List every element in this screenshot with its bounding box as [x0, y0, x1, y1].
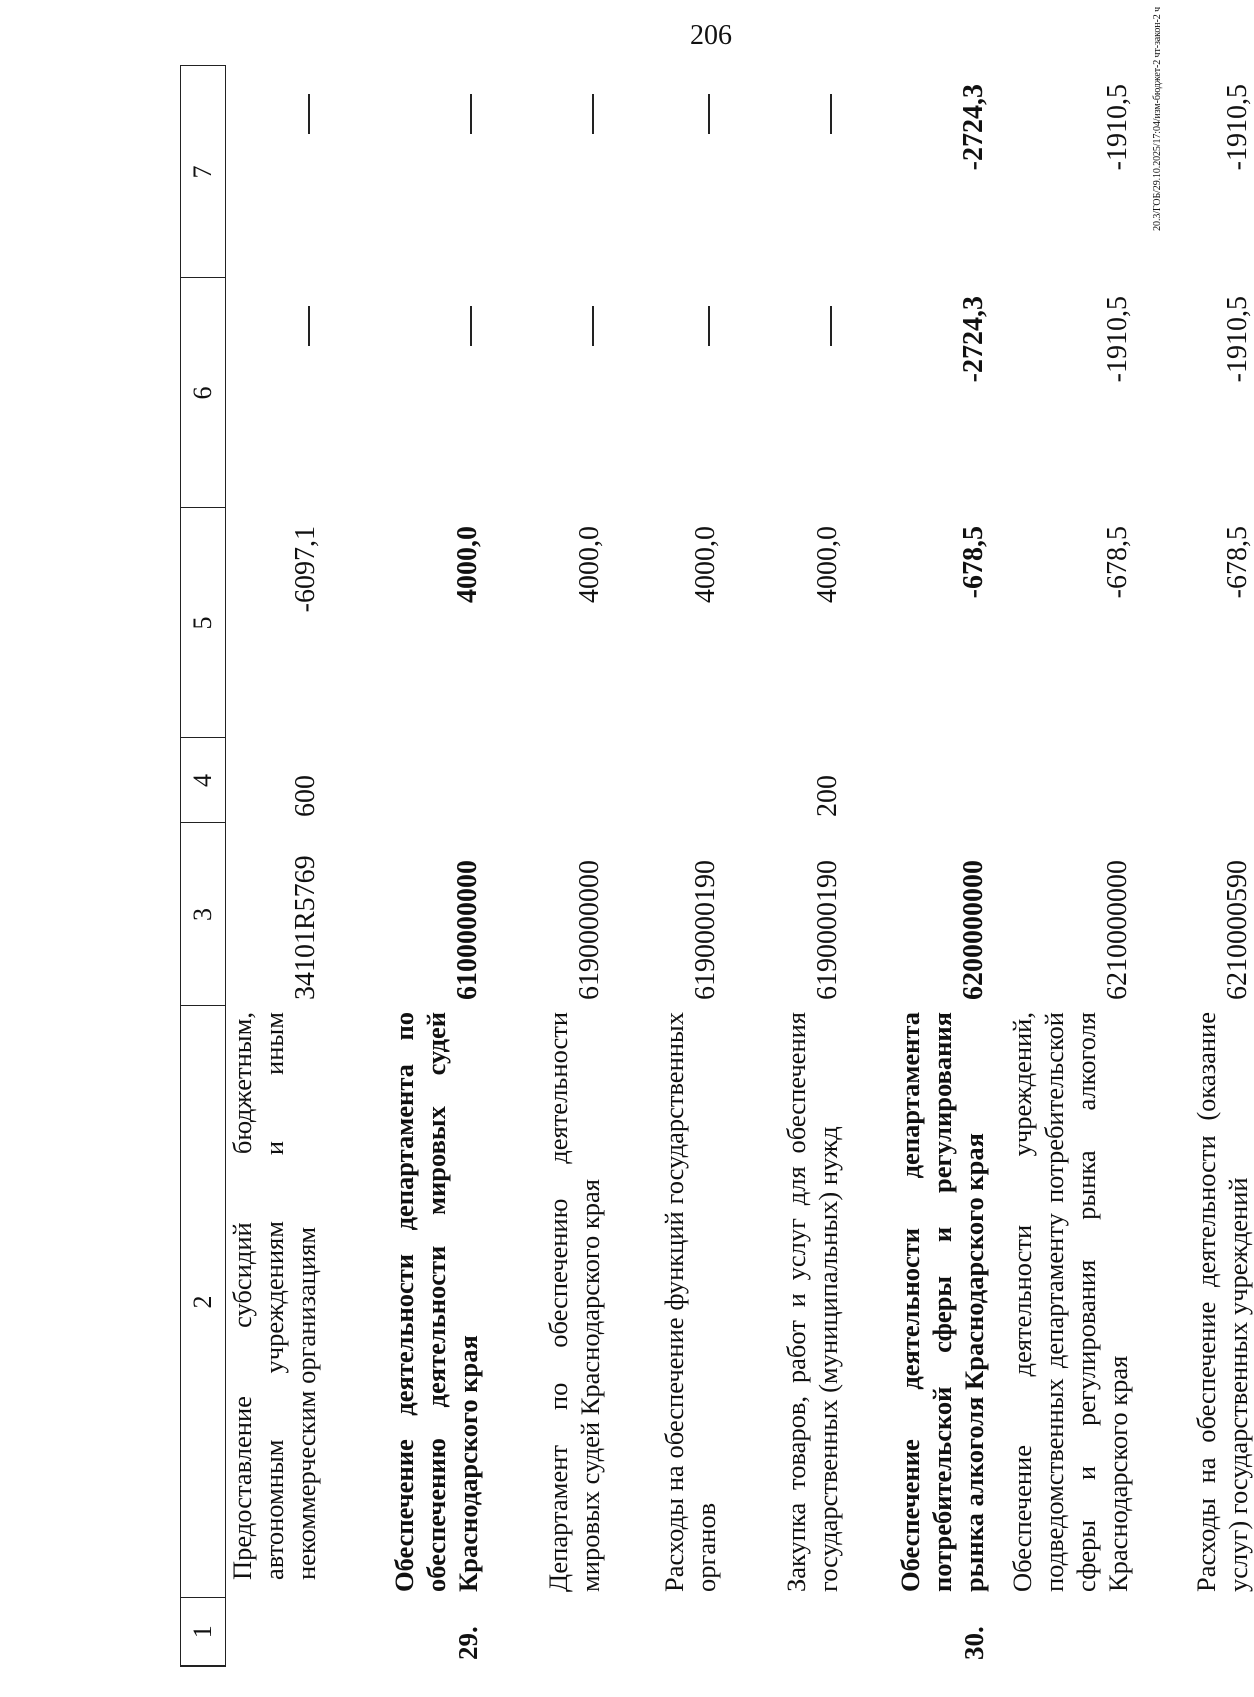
- row-col7: [322, 66, 484, 278]
- header-row: [181, 66, 226, 1666]
- row-col5: 4000,0: [690, 526, 721, 603]
- row-col5: 4000,0: [812, 526, 843, 603]
- page-number: 206: [690, 20, 732, 51]
- row-col7: -2724,3: [958, 84, 989, 171]
- row-code: 6190000000: [574, 860, 605, 1000]
- footer-document-code: 20.3/ГОБ/29.10.2025/17:04/изм-бюджет-2 чт-закон-2 ч: [1152, 7, 1163, 231]
- row-code: 6190000190: [812, 860, 843, 1000]
- row-code: 6210000000: [1102, 860, 1133, 1000]
- row-number: [226, 1598, 323, 1666]
- row-description: Расходы на обеспечение функций государственных органов: [659, 1012, 721, 1592]
- header-cell: 4: [181, 738, 226, 823]
- dash-mark: [308, 94, 310, 134]
- row-col6: [484, 278, 606, 508]
- header-cell: 5: [181, 508, 226, 738]
- table-row: [226, 66, 323, 1666]
- row-col7: [484, 66, 606, 278]
- dash-mark: [708, 94, 710, 134]
- row-col5: 4000,0: [574, 526, 605, 603]
- row-col6: -1910,5: [1102, 296, 1133, 383]
- row-vr: [606, 738, 722, 823]
- row-vr: [1134, 738, 1254, 823]
- row-vr: 200: [812, 775, 843, 817]
- table-row: [484, 66, 606, 1666]
- row-col7: [226, 66, 323, 278]
- row-vr: [844, 738, 990, 823]
- row-col6: [322, 278, 484, 508]
- row-col7: -1910,5: [1102, 84, 1133, 171]
- row-number: [1134, 1598, 1254, 1666]
- row-description: Обеспечение деятельности департамента по обеспечению деятельности мировых судей Краснодарского края: [389, 1012, 483, 1592]
- row-description: Обеспечение деятельности департамента потребительской сферы и регулирования рынка алкоголя Краснодарского края: [895, 1012, 989, 1592]
- row-col6: -2724,3: [958, 296, 989, 383]
- row-code: 6100000000: [452, 860, 483, 1000]
- row-description: Расходы на обеспечение деятельности (оказание услуг) государственных учреждений: [1191, 1012, 1253, 1592]
- row-vr: [990, 738, 1134, 823]
- table-row: [322, 66, 484, 1666]
- table-row: [606, 66, 722, 1666]
- row-col5: -6097,1: [290, 526, 321, 613]
- row-description: Закупка товаров, работ и услуг для обеспечения государственных (муниципальных) нужд: [781, 1012, 843, 1592]
- header-cell: 6: [181, 278, 226, 508]
- row-code: 6200000000: [958, 860, 989, 1000]
- row-vr: [484, 738, 606, 823]
- dash-mark: [830, 94, 832, 134]
- row-col6: [226, 278, 323, 508]
- row-number: [990, 1598, 1134, 1666]
- table-row: [844, 66, 990, 1666]
- row-col5: -678,5: [958, 526, 989, 599]
- dash-mark: [308, 306, 310, 346]
- dash-mark: [592, 306, 594, 346]
- row-number: [484, 1598, 606, 1666]
- row-number: [606, 1598, 722, 1666]
- row-vr: 600: [290, 775, 321, 817]
- row-number: [722, 1598, 844, 1666]
- row-description: Департамент по обеспечению деятельности мировых судей Краснодарского края: [543, 1012, 605, 1592]
- row-number: 29.: [453, 1626, 483, 1660]
- row-col7: [722, 66, 844, 278]
- row-col7: -1910,5: [1222, 84, 1253, 171]
- dash-mark: [708, 306, 710, 346]
- dash-mark: [470, 306, 472, 346]
- row-vr: [322, 738, 484, 823]
- header-cell: 3: [181, 823, 226, 1006]
- table-row: [722, 66, 844, 1666]
- row-col7: [606, 66, 722, 278]
- row-col6: -1910,5: [1222, 296, 1253, 383]
- row-description: Предоставление субсидий бюджетным, автономным учреждениям и иным некоммерческим организациям: [227, 1012, 321, 1580]
- row-code: 6190000190: [690, 860, 721, 1000]
- header-cell: 7: [181, 66, 226, 278]
- row-code: 6210000590: [1222, 860, 1253, 1000]
- dash-mark: [830, 306, 832, 346]
- dash-mark: [470, 94, 472, 134]
- row-col5: -678,5: [1222, 526, 1253, 599]
- dash-mark: [592, 94, 594, 134]
- table-row: [990, 66, 1134, 1666]
- row-col6: [722, 278, 844, 508]
- row-col5: 4000,0: [452, 526, 483, 603]
- header-cell: 1: [181, 1598, 226, 1666]
- header-cell: 2: [181, 1006, 226, 1598]
- row-col6: [606, 278, 722, 508]
- row-code: 34101R5769: [290, 855, 321, 1000]
- budget-table: [180, 66, 1254, 1668]
- row-number: 30.: [959, 1626, 989, 1660]
- row-description: Обеспечение деятельности учреждений, подведомственных департаменту потребительской сферы и регулирования рынка алкоголя Краснодарского края: [1007, 1012, 1133, 1592]
- row-col5: -678,5: [1102, 526, 1133, 599]
